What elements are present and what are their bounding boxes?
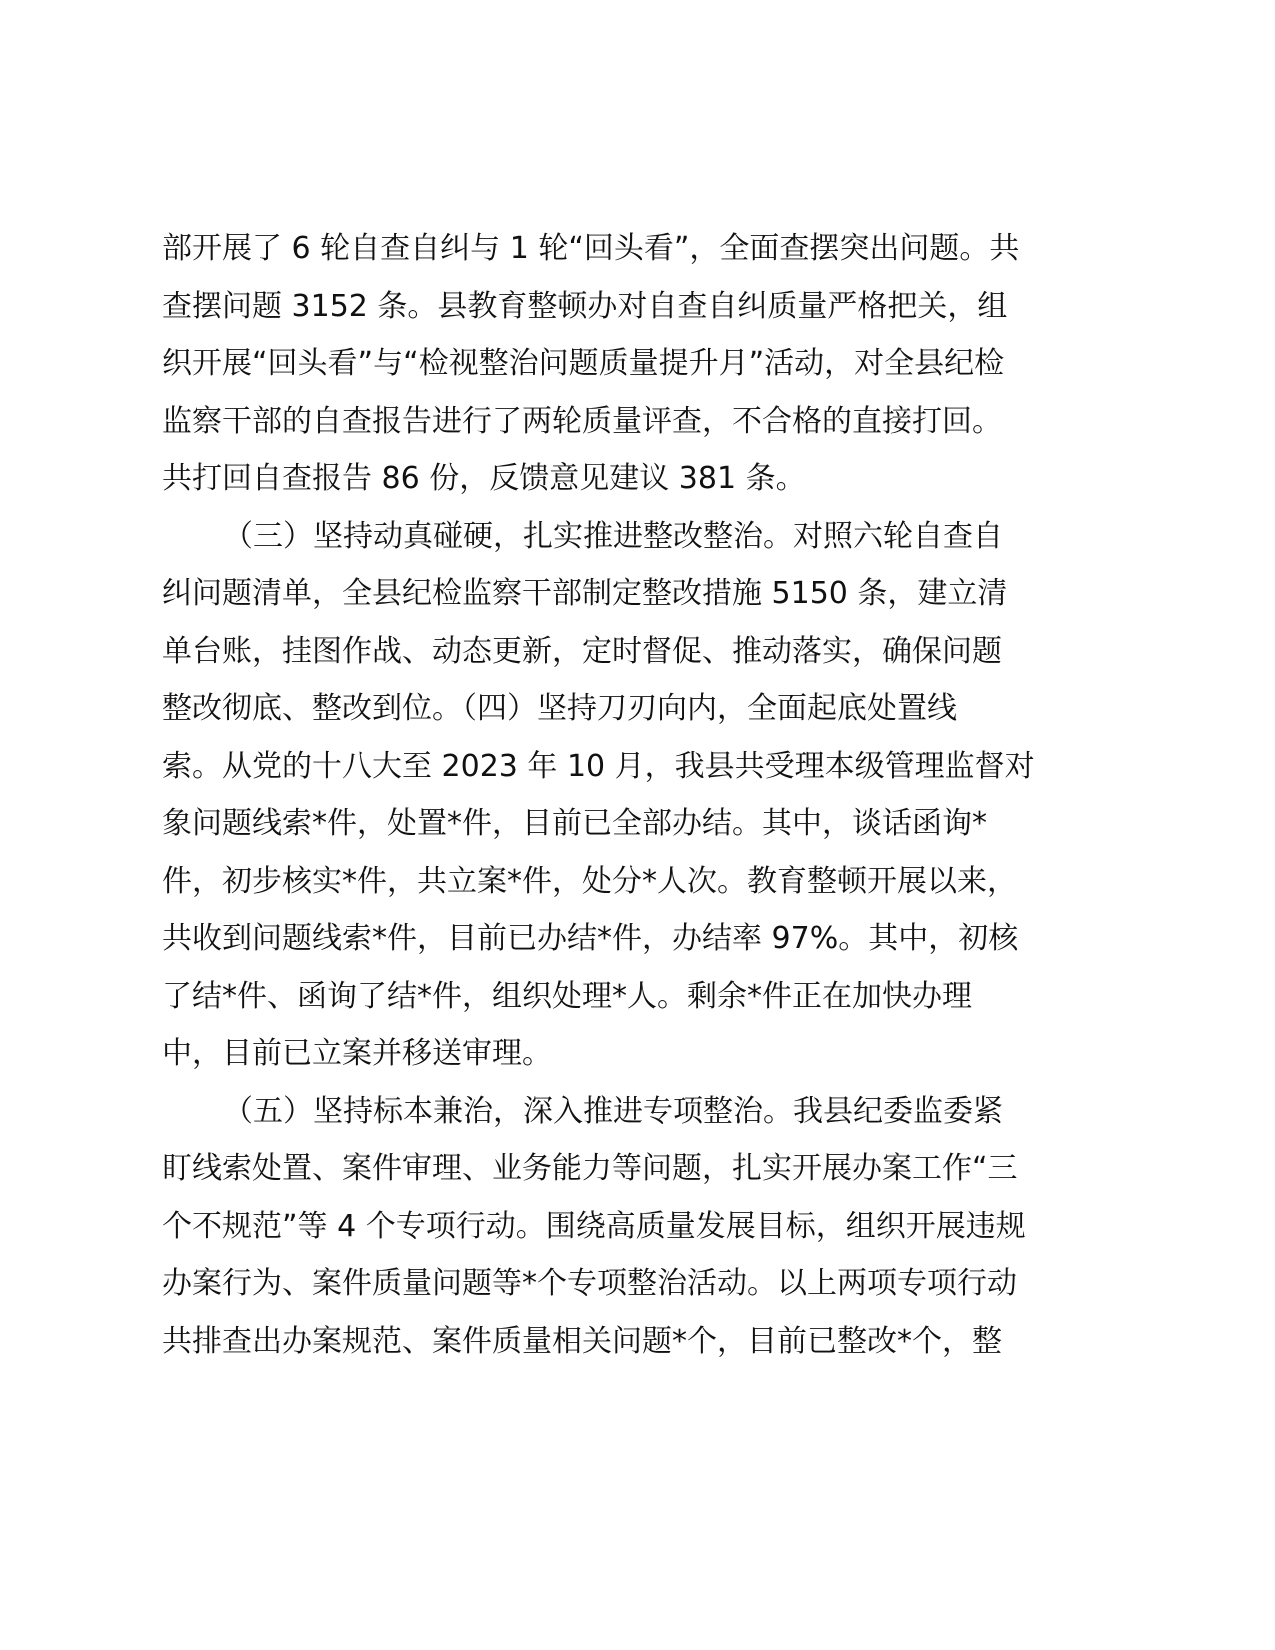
text-line: 象问题线索*件，处置*件，目前已全部办结。其中，谈话函询* bbox=[162, 806, 987, 841]
text-line: 索。从党的十八大至 2023 年 10 月，我县共受理本级管理监督对 bbox=[162, 748, 1035, 784]
text-line: 共收到问题线索*件，目前已办结*件，办结率 97%。其中，初核 bbox=[162, 921, 1019, 956]
text-line: 中，目前已立案并移送审理。 bbox=[162, 1036, 552, 1071]
text-line: 纠问题清单，全县纪检监察干部制定整改措施 5150 条，建立清 bbox=[162, 576, 1008, 611]
text-line: 个不规范”等 4 个专项行动。围绕高质量发展目标，组织开展违规 bbox=[162, 1208, 1026, 1244]
text-line: 单台账，挂图作战、动态更新，定时督促、推动落实，确保问题 bbox=[162, 633, 1002, 669]
document-body bbox=[162, 220, 1112, 1370]
text-line: 共打回自查报告 86 份，反馈意见建议 381 条。 bbox=[162, 461, 806, 496]
text-line: 监察干部的自查报告进行了两轮质量评查，不合格的直接打回。 bbox=[162, 403, 1002, 439]
section-five-heading-line: （五）坚持标本兼治，深入推进专项整治。我县纪委监委紧 bbox=[223, 1093, 1003, 1129]
text-line: 件，初步核实*件，共立案*件，处分*人次。教育整顿开展以来， bbox=[162, 863, 1017, 899]
text-line: 查摆问题 3152 条。县教育整顿办对自查自纠质量严格把关，组 bbox=[162, 288, 1008, 324]
text-line: 织开展“回头看”与“检视整治问题质量提升月”活动，对全县纪检 bbox=[162, 346, 1005, 381]
text-line: 了结*件、函询了结*件，组织处理*人。剩余*件正在加快办理 bbox=[162, 978, 972, 1014]
text-line: 盯线索处置、案件审理、业务能力等问题，扎实开展办案工作“三 bbox=[162, 1151, 1018, 1186]
text-line: 整改彻底、整改到位。（四）坚持刀刃向内，全面起底处置线 bbox=[162, 691, 957, 726]
text-line: 部开展了 6 轮自查自纠与 1 轮“回头看”，全面查摆突出问题。共 bbox=[162, 231, 1020, 266]
text-line: 共排查出办案规范、案件质量相关问题*个，目前已整改*个，整 bbox=[162, 1323, 1002, 1359]
text-line: 办案行为、案件质量问题等*个专项整治活动。以上两项专项行动 bbox=[162, 1266, 1017, 1301]
section-three-heading-line: （三）坚持动真碰硬，扎实推进整改整治。对照六轮自查自 bbox=[223, 518, 1003, 554]
